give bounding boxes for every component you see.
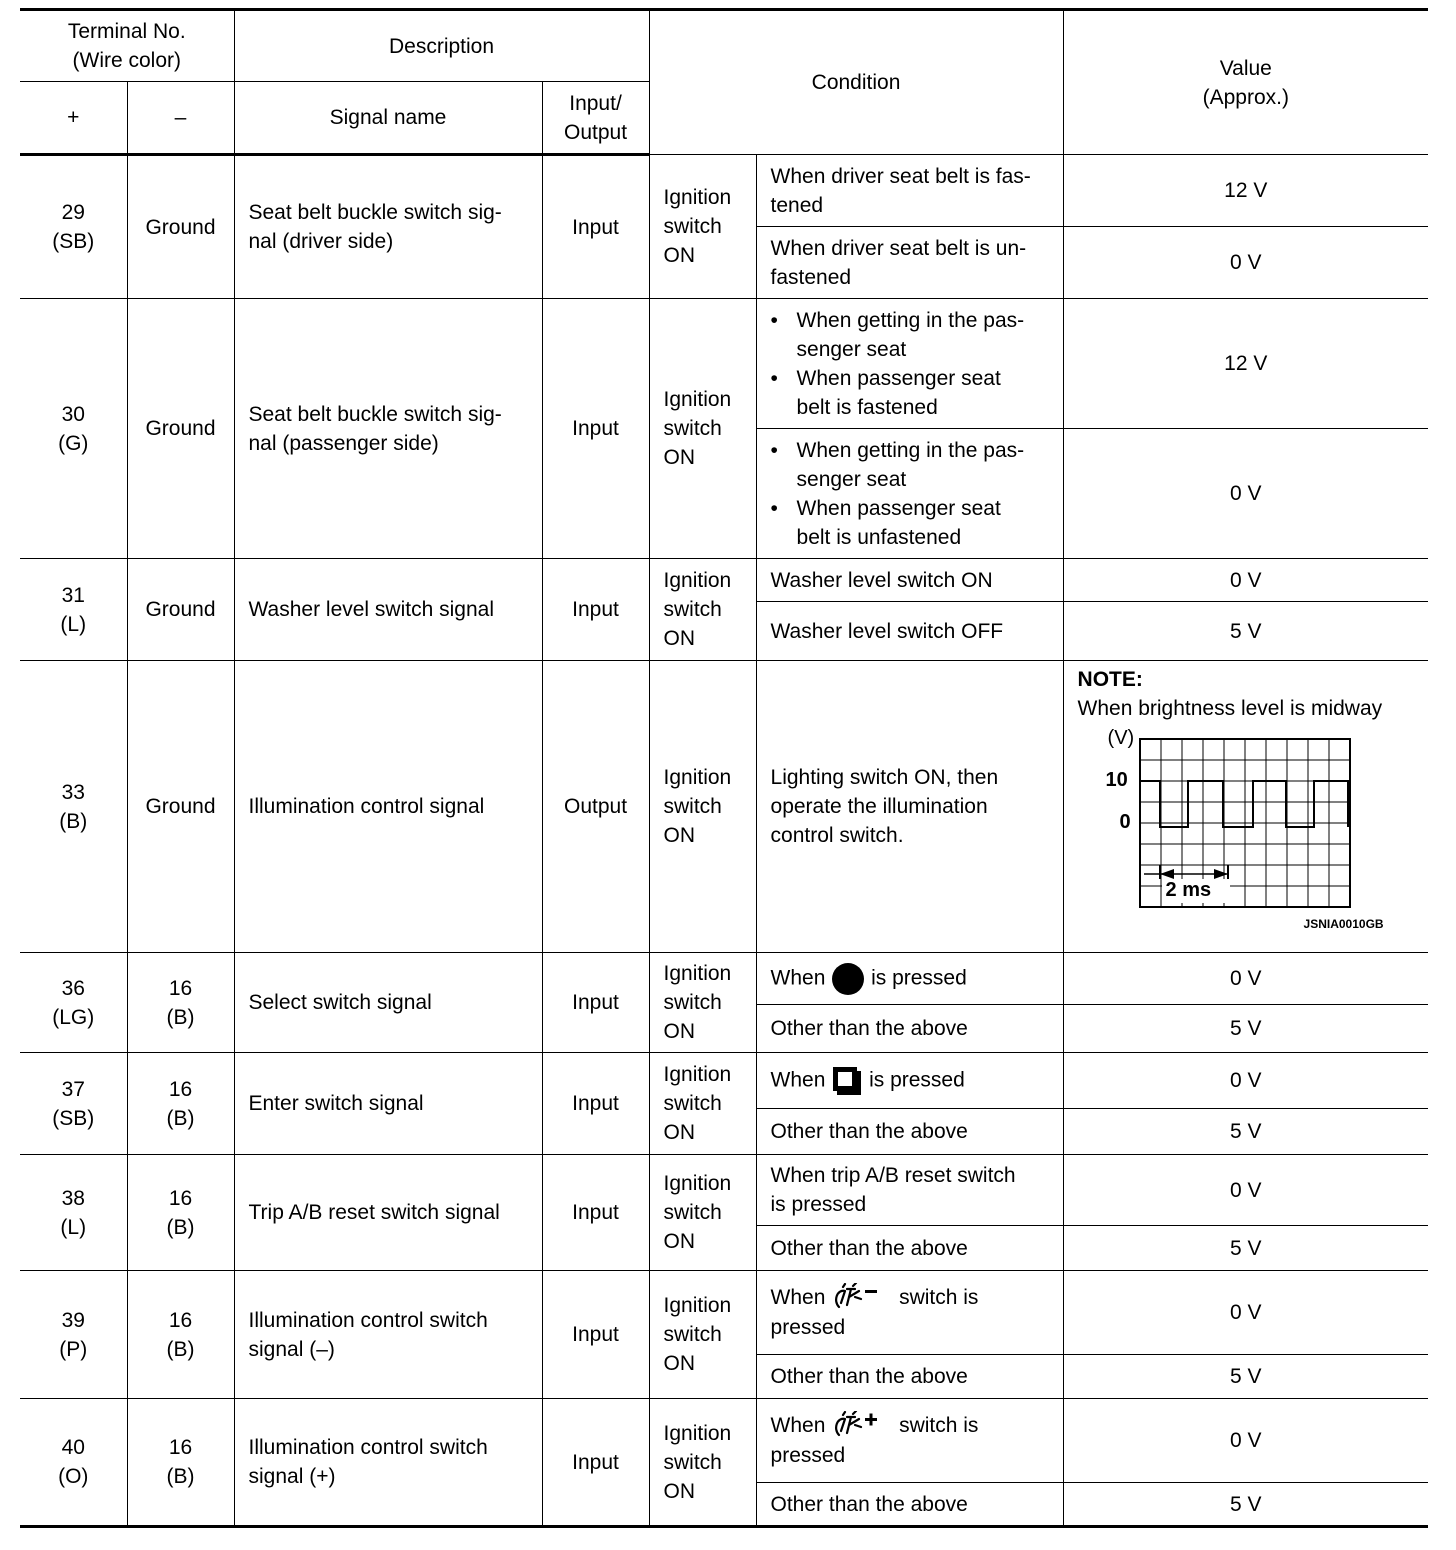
condition-text: switch is [899, 1285, 979, 1309]
table-row [20, 953, 1428, 1005]
bullet-icon: • [770, 366, 778, 390]
terminal-no-label: Terminal No. [67, 20, 186, 43]
signal-name-cell [234, 953, 542, 1053]
ignition-line: Ignition [663, 1294, 732, 1317]
signal-name-line: signal (–) [248, 1337, 335, 1361]
value-cell: 0 V [1063, 1155, 1428, 1226]
io-cell: Input [542, 1271, 649, 1399]
signal-name-line: Trip A/B reset switch signal [248, 1201, 500, 1224]
ignition-line: Ignition [663, 1421, 732, 1445]
condition-line: Washer level switch OFF [770, 619, 1004, 643]
io-cell: Output [542, 661, 649, 953]
wire-color: (L) [60, 1215, 87, 1239]
ignition-line: switch [663, 1323, 722, 1346]
value-header [1063, 10, 1428, 155]
value-cell: 5 V [1063, 1483, 1428, 1527]
note-title: NOTE: [1077, 668, 1143, 691]
condition-text: is pressed [869, 1068, 965, 1092]
bullet-line: belt is fastened [796, 395, 938, 419]
y-high-label: 10 [1105, 769, 1128, 791]
note-cell [1063, 661, 1428, 953]
input-output-header [542, 82, 649, 155]
condition-line: Other than the above [770, 1120, 968, 1143]
plus-header: + [20, 82, 127, 155]
terminal-number: 16 [168, 976, 193, 1000]
condition-text: switch is [899, 1413, 979, 1437]
signal-name-cell [234, 155, 542, 299]
ignition-cell [649, 661, 756, 953]
bullet-item [771, 364, 1055, 422]
description-label: Description [388, 34, 495, 58]
condition-cell [756, 1053, 1063, 1109]
value-label: Value [1219, 56, 1272, 80]
condition-cell [756, 953, 1063, 1005]
condition-line: When trip A/B reset switch [770, 1164, 1016, 1187]
value-cell: 0 V [1063, 227, 1428, 299]
y-low-label: 0 [1119, 811, 1131, 833]
table-row [20, 559, 1428, 602]
plus-terminal-cell [20, 155, 127, 299]
table-row [20, 299, 1428, 429]
condition-cell [756, 1271, 1063, 1355]
bullet-item [771, 494, 1055, 552]
signal-name-cell [234, 299, 542, 559]
ignition-line: ON [663, 244, 696, 267]
plus-terminal-cell [20, 1053, 127, 1155]
wire-color: (LG) [52, 1005, 95, 1029]
condition-cell [756, 1109, 1063, 1155]
bullet-icon: • [770, 438, 778, 462]
signal-name-line: Washer level switch signal [248, 598, 494, 621]
plus-terminal-cell [20, 299, 127, 559]
condition-text: pressed [770, 1316, 846, 1340]
minus-terminal-cell: Ground [127, 155, 234, 299]
signal-name-line: Seat belt buckle switch sig- [248, 402, 502, 426]
filled-circle-icon [831, 962, 865, 996]
wire-color: (B) [166, 1106, 195, 1130]
signal-name-cell [234, 1155, 542, 1271]
condition-line: Other than the above [770, 1017, 968, 1040]
ignition-line: ON [663, 1479, 696, 1503]
terminal-number: 36 [61, 976, 85, 1000]
condition-cell [756, 1155, 1063, 1226]
bullet-icon: • [770, 496, 778, 520]
terminal-number: 38 [61, 1186, 85, 1210]
waveform-graph [1078, 727, 1398, 939]
terminal-number: 37 [61, 1077, 85, 1101]
ignition-line: switch [663, 598, 722, 621]
wire-color: (SB) [52, 230, 95, 253]
value-cell: 0 V [1063, 1053, 1428, 1109]
ignition-cell [649, 299, 756, 559]
terminal-number: 30 [61, 402, 85, 426]
y-unit-label: (V) [1107, 727, 1135, 749]
io-cell: Input [542, 1399, 649, 1527]
minus-terminal-cell: Ground [127, 299, 234, 559]
minus-terminal-cell [127, 1271, 234, 1399]
condition-text: When [770, 1068, 826, 1092]
ignition-cell [649, 1053, 756, 1155]
terminal-number: 16 [168, 1308, 193, 1332]
plus-terminal-cell [20, 1271, 127, 1399]
condition-line: Other than the above [770, 1365, 968, 1388]
description-header [234, 10, 649, 82]
condition-cell [756, 1399, 1063, 1483]
condition-line: When driver seat belt is fas- [770, 164, 1031, 188]
table-row [20, 1399, 1428, 1483]
io-cell: Input [542, 559, 649, 661]
terminal-number: 31 [61, 583, 85, 607]
io-cell: Input [542, 155, 649, 299]
value-cell: 0 V [1063, 1399, 1428, 1483]
minus-header: – [127, 82, 234, 155]
condition-text: pressed [770, 1444, 846, 1468]
waveform-diagram [1078, 727, 1398, 939]
ignition-line: switch [663, 1201, 722, 1224]
ignition-line: ON [663, 627, 696, 650]
ignition-line: ON [663, 824, 696, 847]
wire-color: (G) [58, 431, 89, 455]
condition-cell [756, 429, 1063, 559]
condition-text: When [770, 966, 826, 990]
plus-terminal-cell [20, 953, 127, 1053]
plus-terminal-cell [20, 559, 127, 661]
terminal-number: 16 [168, 1436, 193, 1459]
wire-color: (P) [59, 1337, 88, 1361]
wire-color: (B) [166, 1005, 195, 1029]
signal-name-line: Enter switch signal [248, 1092, 424, 1115]
ignition-line: switch [663, 1092, 722, 1115]
ignition-line: switch [663, 1450, 722, 1474]
condition-label: Condition [811, 71, 901, 94]
condition-line: Lighting switch ON, then [770, 766, 999, 789]
signal-name-cell [234, 559, 542, 661]
bullet-line: senger seat [796, 337, 907, 361]
signal-name-line: Illumination control switch [248, 1436, 488, 1459]
approx-label: (Approx.) [1202, 85, 1289, 109]
minus-terminal-cell [127, 1053, 234, 1155]
condition-line: tened [770, 193, 824, 217]
signal-name-line: Select switch signal [248, 991, 432, 1014]
value-cell: 5 V [1063, 1005, 1428, 1053]
bullet-line: When passenger seat [796, 366, 1001, 390]
condition-line: Other than the above [770, 1236, 968, 1260]
arrow-right-icon [1214, 869, 1228, 879]
bullet-item [771, 436, 1055, 494]
value-cell: 12 V [1063, 155, 1428, 227]
minus-terminal-cell [127, 953, 234, 1053]
ignition-cell [649, 1271, 756, 1399]
signal-name-line: Illumination control signal [248, 795, 485, 818]
condition-header [649, 10, 1063, 155]
wire-color: (O) [58, 1465, 89, 1488]
signal-name-line: Seat belt buckle switch sig- [248, 201, 502, 224]
square-wave [1140, 781, 1348, 827]
terminal-number: 33 [61, 780, 85, 804]
terminal-table [20, 8, 1428, 1528]
ignition-line: ON [663, 1230, 696, 1253]
bullet-line: senger seat [796, 467, 907, 491]
input-output-label-2: Output [563, 120, 628, 144]
ignition-cell [649, 1155, 756, 1271]
value-cell: 5 V [1063, 1355, 1428, 1399]
wire-color: (B) [59, 809, 88, 833]
condition-cell [756, 559, 1063, 602]
condition-line: is pressed [770, 1193, 867, 1216]
terminal-number: 40 [61, 1436, 85, 1459]
ignition-line: ON [663, 1020, 696, 1043]
bullet-line: belt is unfastened [796, 525, 962, 549]
note-text: When brightness level is midway [1077, 697, 1383, 720]
condition-line: Other than the above [770, 1492, 968, 1516]
terminal-number: 16 [168, 1077, 193, 1101]
condition-line: fastened [770, 265, 852, 289]
io-cell: Input [542, 1053, 649, 1155]
wire-color: (B) [166, 1465, 195, 1488]
condition-cell [756, 1483, 1063, 1527]
wire-color: (B) [166, 1215, 195, 1239]
wire-color: (SB) [52, 1106, 95, 1130]
ignition-line: switch [663, 215, 722, 238]
plus-terminal-cell [20, 1399, 127, 1527]
ignition-line: Ignition [663, 766, 732, 789]
table-row [20, 661, 1428, 953]
ignition-line: switch [663, 417, 722, 440]
condition-cell [756, 299, 1063, 429]
condition-text: is pressed [871, 966, 967, 990]
terminal-no-header [20, 10, 234, 82]
terminal-number: 39 [61, 1308, 85, 1332]
condition-line: Washer level switch ON [770, 568, 993, 592]
illumination-minus-icon [831, 1283, 893, 1313]
signal-name-cell [234, 1399, 542, 1527]
ignition-line: Ignition [663, 569, 732, 592]
ignition-cell [649, 953, 756, 1053]
period-label: 2 ms [1165, 879, 1212, 901]
io-cell: Input [542, 1155, 649, 1271]
terminal-number: 16 [168, 1186, 193, 1210]
terminal-number: 29 [61, 201, 85, 224]
ignition-line: ON [663, 446, 696, 469]
ignition-line: Ignition [663, 388, 732, 411]
condition-cell [756, 1226, 1063, 1271]
value-cell: 0 V [1063, 1271, 1428, 1355]
enter-square-icon [831, 1065, 863, 1097]
signal-name-line: nal (driver side) [248, 230, 394, 253]
value-cell: 0 V [1063, 429, 1428, 559]
condition-cell [756, 602, 1063, 661]
signal-name-line: Illumination control switch [248, 1308, 488, 1332]
bullet-icon: • [770, 308, 778, 332]
condition-cell [756, 1005, 1063, 1053]
minus-terminal-cell: Ground [127, 661, 234, 953]
signal-name-line: nal (passenger side) [248, 431, 439, 455]
illumination-plus-icon [831, 1411, 893, 1441]
ignition-cell [649, 559, 756, 661]
signal-name-line: signal (+) [248, 1465, 336, 1488]
ignition-line: Ignition [663, 186, 732, 209]
value-cell: 5 V [1063, 602, 1428, 661]
signal-name-cell [234, 1053, 542, 1155]
table-row [20, 1155, 1428, 1226]
bullet-line: When getting in the pas- [796, 438, 1025, 462]
wire-color: (B) [166, 1337, 195, 1361]
minus-terminal-cell: Ground [127, 559, 234, 661]
bullet-line: When getting in the pas- [796, 308, 1025, 332]
condition-line: When driver seat belt is un- [770, 236, 1027, 260]
ignition-line: ON [663, 1121, 696, 1144]
signal-name-header: Signal name [234, 82, 542, 155]
bullet-item [771, 306, 1055, 364]
ignition-line: Ignition [663, 962, 732, 985]
value-cell: 0 V [1063, 559, 1428, 602]
input-output-label-1: Input/ [569, 91, 622, 115]
value-cell: 5 V [1063, 1226, 1428, 1271]
condition-line: operate the illumination [770, 795, 988, 818]
io-cell: Input [542, 299, 649, 559]
signal-name-cell [234, 661, 542, 953]
signal-name-cell [234, 1271, 542, 1399]
header-row-1 [20, 10, 1428, 82]
condition-line: control switch. [770, 824, 904, 847]
ignition-line: switch [663, 795, 722, 818]
condition-cell [756, 155, 1063, 227]
ignition-line: Ignition [663, 1063, 732, 1086]
minus-terminal-cell [127, 1155, 234, 1271]
table-row [20, 1053, 1428, 1109]
ignition-cell [649, 155, 756, 299]
plus-terminal-cell [20, 661, 127, 953]
condition-text: When [770, 1413, 826, 1437]
condition-cell [756, 1355, 1063, 1399]
bullet-line: When passenger seat [796, 496, 1001, 520]
figure-code: JSNIA0010GB [1303, 917, 1384, 931]
value-cell: 5 V [1063, 1109, 1428, 1155]
minus-terminal-cell [127, 1399, 234, 1527]
wire-color: (L) [60, 612, 87, 636]
condition-cell [756, 661, 1063, 953]
plus-terminal-cell [20, 1155, 127, 1271]
value-cell: 12 V [1063, 299, 1428, 429]
arrow-left-icon [1160, 869, 1174, 879]
ignition-line: ON [663, 1352, 696, 1375]
table-row [20, 1271, 1428, 1355]
io-cell: Input [542, 953, 649, 1053]
condition-cell [756, 227, 1063, 299]
value-cell: 0 V [1063, 953, 1428, 1005]
ignition-cell [649, 1399, 756, 1527]
ignition-line: switch [663, 991, 722, 1014]
condition-text: When [770, 1285, 826, 1309]
ignition-line: Ignition [663, 1172, 732, 1195]
wire-color-label: (Wire color) [72, 49, 181, 72]
table-row [20, 155, 1428, 227]
